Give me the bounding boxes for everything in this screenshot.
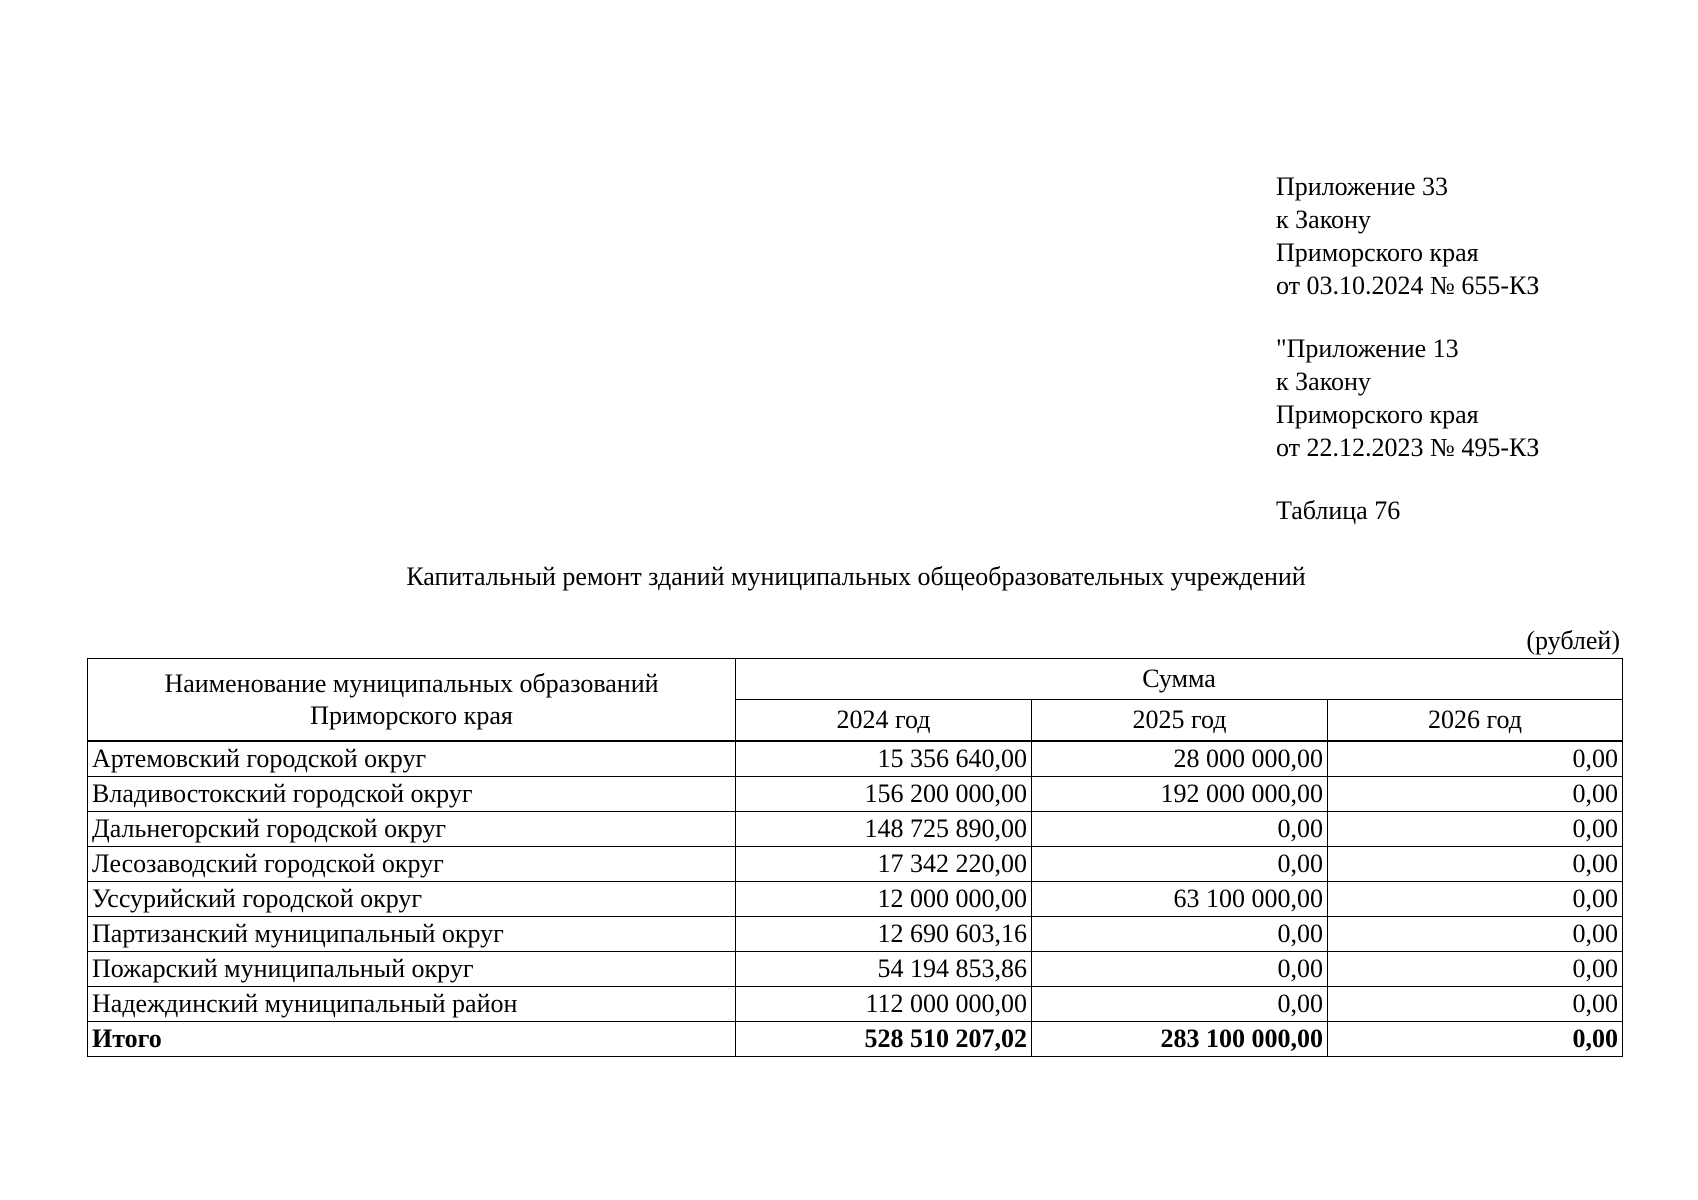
table-row <box>88 987 1623 1022</box>
amount-2025: 28 000 000,00 <box>1032 741 1328 777</box>
year-2024-header: 2024 год <box>736 700 1032 742</box>
amount-2024: 12 000 000,00 <box>736 882 1032 917</box>
amount-2026: 0,00 <box>1328 952 1623 987</box>
total-2025: 283 100 000,00 <box>1032 1022 1328 1057</box>
appendix-current-line1: Приложение 33 <box>1276 172 1449 201</box>
amount-2025: 0,00 <box>1032 987 1328 1022</box>
total-2026: 0,00 <box>1328 1022 1623 1057</box>
year-2026-header: 2026 год <box>1328 700 1623 742</box>
amount-2025: 63 100 000,00 <box>1032 882 1328 917</box>
amount-2025: 192 000 000,00 <box>1032 777 1328 812</box>
municipality-name: Партизанский муниципальный округ <box>88 917 736 952</box>
total-2024: 528 510 207,02 <box>736 1022 1032 1057</box>
appendix-header-original <box>1276 332 1539 464</box>
amount-2024: 15 356 640,00 <box>736 741 1032 777</box>
municipality-name: Лесозаводский городской округ <box>88 847 736 882</box>
amount-2024: 12 690 603,16 <box>736 917 1032 952</box>
table-row <box>88 741 1623 777</box>
budget-table <box>87 658 1623 1057</box>
appendix-original-line4: от 22.12.2023 № 495-КЗ <box>1276 433 1540 462</box>
amount-2026: 0,00 <box>1328 882 1623 917</box>
document-title: Капитальный ремонт зданий муниципальных общеобразовательных учреждений <box>406 562 1306 591</box>
amount-2026: 0,00 <box>1328 987 1623 1022</box>
units-label: (рублей) <box>1526 626 1620 655</box>
table-row <box>88 812 1623 847</box>
appendix-original-line2: к Закону <box>1276 367 1371 396</box>
amount-2024: 156 200 000,00 <box>736 777 1032 812</box>
appendix-original-line1: "Приложение 13 <box>1276 334 1459 363</box>
amount-2024: 17 342 220,00 <box>736 847 1032 882</box>
municipality-header-line1: Наименование муниципальных образований <box>164 668 659 698</box>
amount-2026: 0,00 <box>1328 777 1623 812</box>
municipality-name: Дальнегорский городской округ <box>88 812 736 847</box>
municipality-name: Надеждинский муниципальный район <box>88 987 736 1022</box>
municipality-name: Пожарский муниципальный округ <box>88 952 736 987</box>
amount-2025: 0,00 <box>1032 847 1328 882</box>
amount-2026: 0,00 <box>1328 812 1623 847</box>
sum-column-header: Сумма <box>736 659 1623 700</box>
appendix-current-line3: Приморского края <box>1276 238 1479 267</box>
appendix-current-line4: от 03.10.2024 № 655-КЗ <box>1276 271 1540 300</box>
amount-2025: 0,00 <box>1032 812 1328 847</box>
municipality-name: Артемовский городской округ <box>88 741 736 777</box>
amount-2025: 0,00 <box>1032 917 1328 952</box>
amount-2026: 0,00 <box>1328 741 1623 777</box>
table-row <box>88 882 1623 917</box>
appendix-original-line3: Приморского края <box>1276 400 1479 429</box>
table-number: Таблица 76 <box>1276 496 1401 525</box>
municipality-name: Владивостокский городской округ <box>88 777 736 812</box>
total-label: Итого <box>88 1022 736 1057</box>
year-2025-header: 2025 год <box>1032 700 1328 742</box>
amount-2026: 0,00 <box>1328 917 1623 952</box>
amount-2024: 148 725 890,00 <box>736 812 1032 847</box>
municipality-name: Уссурийский городской округ <box>88 882 736 917</box>
appendix-header-current <box>1276 170 1539 302</box>
municipality-header-line2: Приморского края <box>310 700 513 730</box>
table-row <box>88 777 1623 812</box>
amount-2024: 112 000 000,00 <box>736 987 1032 1022</box>
table-row <box>88 917 1623 952</box>
municipality-column-header <box>88 659 736 742</box>
total-row <box>88 1022 1623 1057</box>
appendix-current-line2: к Закону <box>1276 205 1371 234</box>
amount-2025: 0,00 <box>1032 952 1328 987</box>
table-row <box>88 847 1623 882</box>
amount-2026: 0,00 <box>1328 847 1623 882</box>
table-row <box>88 952 1623 987</box>
amount-2024: 54 194 853,86 <box>736 952 1032 987</box>
